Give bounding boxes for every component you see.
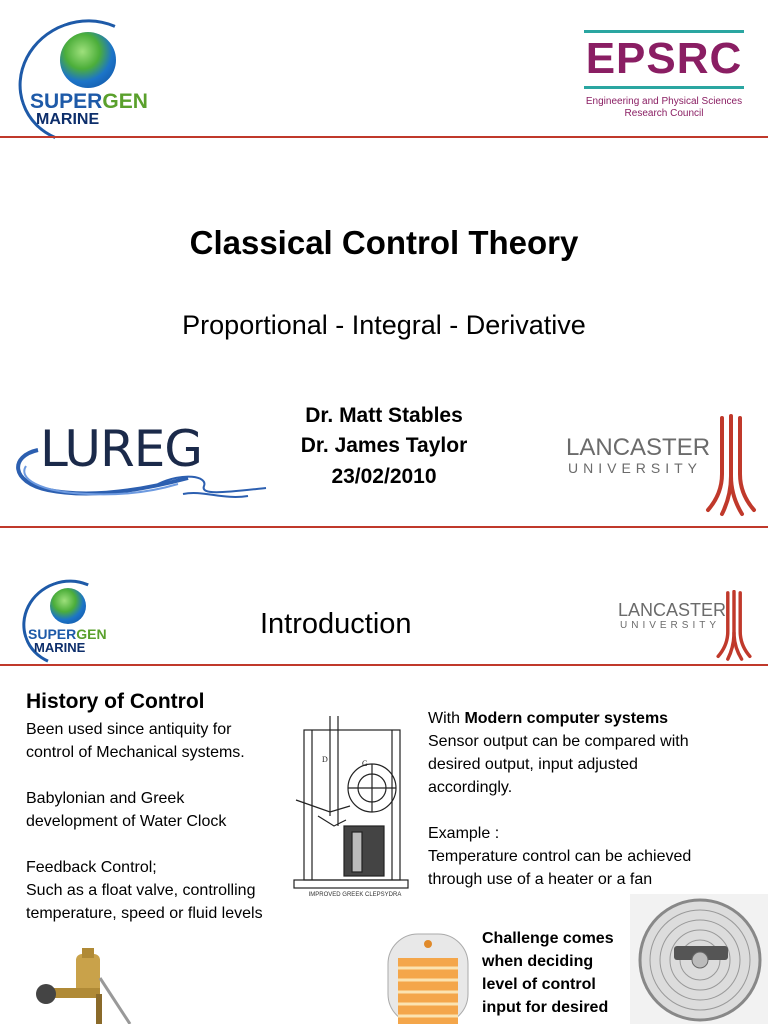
lancaster-line1: LANCASTER xyxy=(618,600,727,620)
lancaster-logo xyxy=(566,414,760,518)
challenge-line: level of control xyxy=(482,976,596,993)
supergen-word3: MARINE xyxy=(34,640,86,655)
history-heading: History of Control xyxy=(26,690,205,713)
history-line: Been used since antiquity for xyxy=(26,721,232,738)
svg-text:D: D xyxy=(322,755,328,764)
challenge-line: Challenge comes xyxy=(482,930,614,947)
page-title: Classical Control Theory xyxy=(189,224,579,261)
history-line: control of Mechanical systems. xyxy=(26,744,245,761)
modern-line: accordingly. xyxy=(428,779,513,796)
history-line: Feedback Control; xyxy=(26,859,157,876)
supergen-marine-logo xyxy=(14,18,154,128)
supergen-marine-logo xyxy=(20,578,114,658)
supergen-word1: SUPER xyxy=(28,626,77,642)
figure-caption: IMPROVED GREEK CLEPSYDRA xyxy=(308,892,402,898)
history-line: temperature, speed or fluid levels xyxy=(26,905,263,922)
history-line: Babylonian and Greek xyxy=(26,790,185,807)
modern-line: desired output, input adjusted xyxy=(428,756,638,773)
heater-image xyxy=(382,928,474,1024)
history-line: development of Water Clock xyxy=(26,813,227,830)
header-divider xyxy=(0,136,768,138)
page-subtitle: Proportional - Integral - Derivative xyxy=(182,310,586,340)
slide-gap xyxy=(0,530,768,560)
supergen-word1: SUPER xyxy=(30,90,103,113)
lancaster-line1: LANCASTER xyxy=(566,434,711,461)
epsrc-line2: Research Council xyxy=(624,108,704,119)
author-1: Dr. Matt Stables xyxy=(305,404,463,427)
lancaster-logo xyxy=(618,590,758,662)
lancaster-line2: UNIVERSITY xyxy=(568,460,703,476)
epsrc-fullname xyxy=(576,96,752,120)
lancaster-line2: UNIVERSITY xyxy=(620,620,721,631)
history-line: Such as a float valve, controlling xyxy=(26,882,256,899)
challenge-line: when deciding xyxy=(482,953,594,970)
header-divider xyxy=(0,664,768,666)
float-valve-image xyxy=(30,948,140,1024)
modern-line: Sensor output can be compared with xyxy=(428,733,689,750)
history-text xyxy=(26,718,306,925)
footer-divider xyxy=(0,526,768,528)
lureg-wordmark: LUREG xyxy=(40,420,203,478)
modern-line xyxy=(428,799,748,822)
modern-line: Temperature control can be achieved xyxy=(428,848,692,865)
author-2: Dr. James Taylor xyxy=(300,434,468,457)
supergen-word3: MARINE xyxy=(36,111,100,128)
presentation-date: 23/02/2010 xyxy=(331,465,437,488)
epsrc-logo xyxy=(576,28,752,124)
modern-intro-line xyxy=(428,707,748,730)
modern-bold: Modern computer systems xyxy=(464,710,669,727)
modern-line: through use of a heater or a fan xyxy=(428,871,653,888)
epsrc-wordmark: EPSRC xyxy=(585,34,743,83)
lancaster-emblem-icon xyxy=(714,590,754,662)
svg-text:G: G xyxy=(362,759,368,768)
challenge-line: input for desired xyxy=(482,999,609,1016)
challenge-text xyxy=(482,927,622,1019)
fan-image xyxy=(630,894,768,1024)
slide-title: Introduction xyxy=(260,608,412,640)
globe-icon xyxy=(50,588,86,624)
modern-systems-text xyxy=(428,707,748,891)
water-clock-illustration xyxy=(290,716,412,896)
globe-icon xyxy=(60,32,116,88)
lureg-logo xyxy=(8,420,268,510)
introduction-slide xyxy=(0,560,768,1024)
supergen-word2: GEN xyxy=(102,90,148,113)
modern-line: Example : xyxy=(428,825,500,842)
supergen-word2: GEN xyxy=(76,626,107,642)
epsrc-line1: Engineering and Physical Sciences xyxy=(585,96,743,107)
modern-intro: With xyxy=(428,710,465,727)
history-line xyxy=(26,833,306,856)
history-line xyxy=(26,764,306,787)
lancaster-emblem-icon xyxy=(702,414,760,518)
